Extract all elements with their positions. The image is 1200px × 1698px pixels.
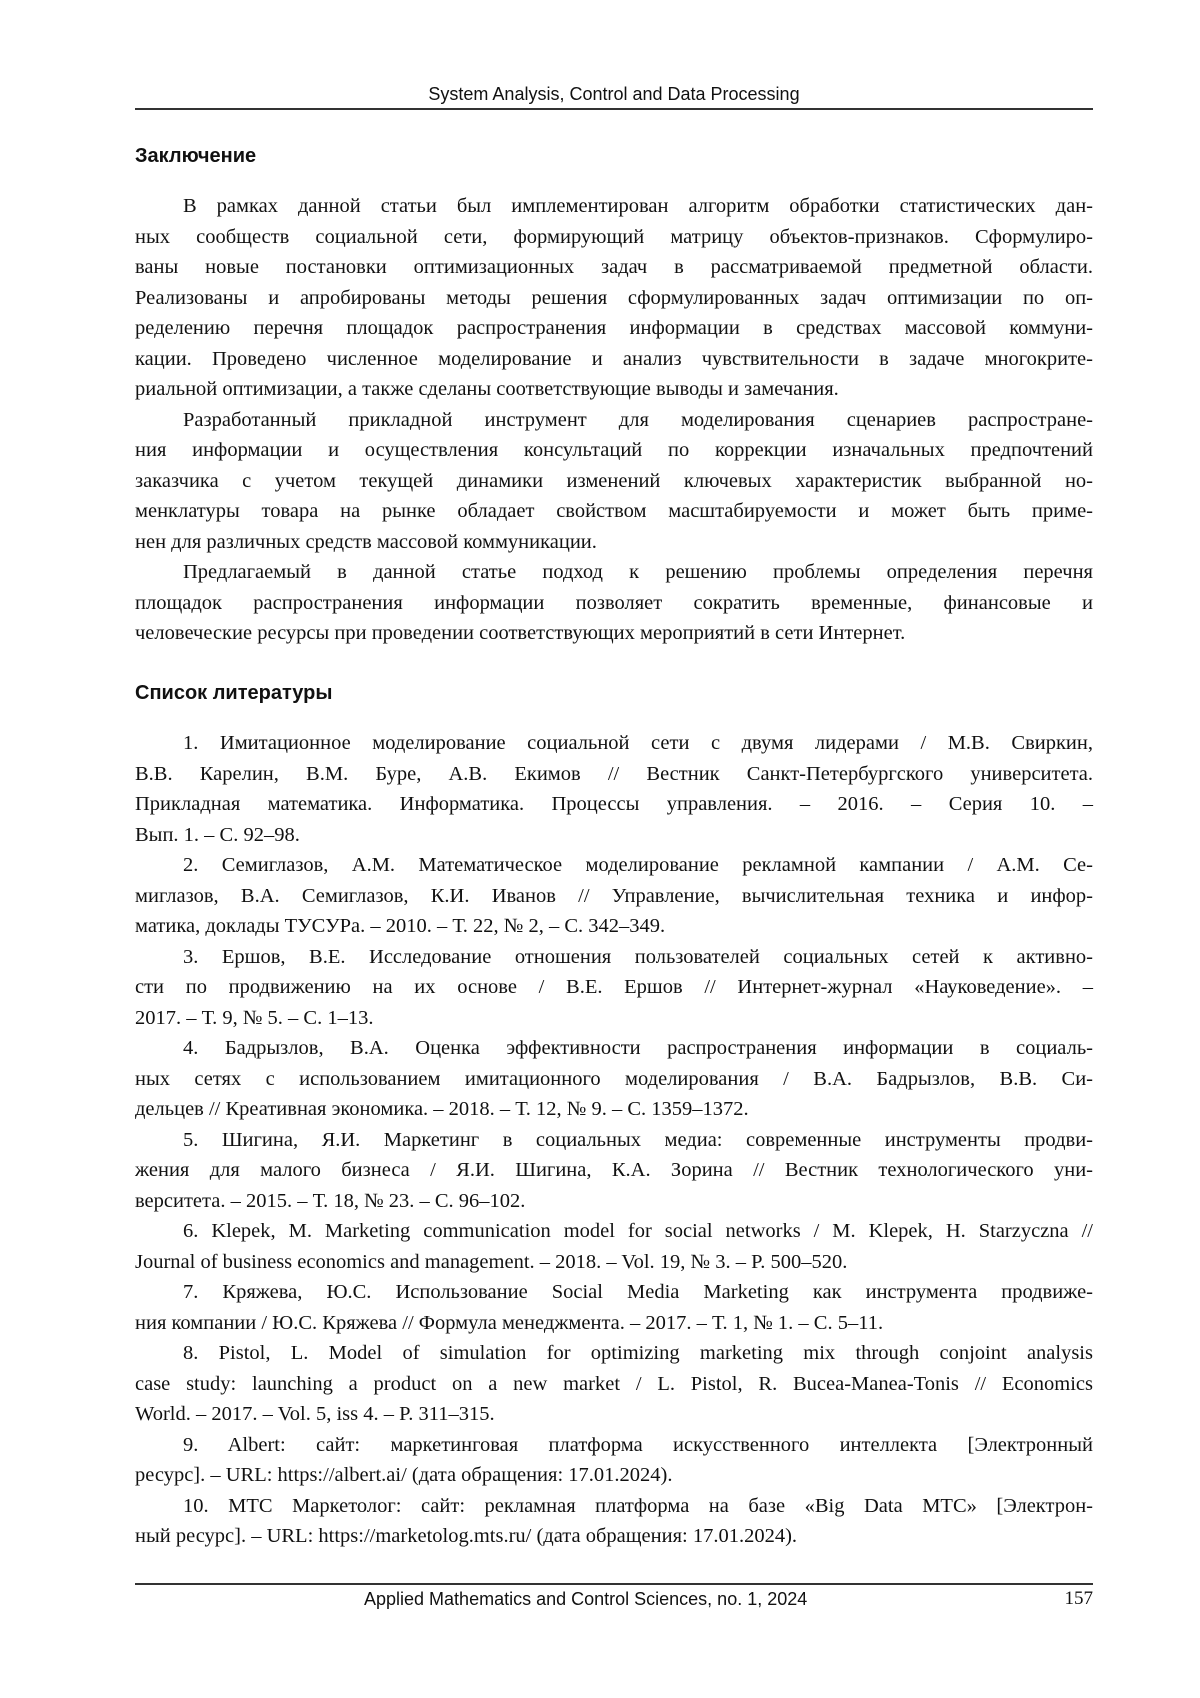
- reference-item: [135, 850, 1093, 942]
- text-line: 10. МТС Маркетолог: сайт: рекламная платформа на базе «Big Data МТС» [Электрон-: [135, 1491, 1093, 1522]
- running-header: System Analysis, Control and Data Processing: [135, 84, 1093, 105]
- text-line: матика, доклады ТУСУРа. – 2010. – Т. 22, № 2, – С. 342–349.: [135, 911, 1093, 942]
- text-line: нен для различных средств массовой коммуникации.: [135, 527, 1093, 558]
- reference-item: [135, 728, 1093, 850]
- text-line: ния компании / Ю.С. Кряжева // Формула менеджмента. – 2017. – Т. 1, № 1. – С. 5–11.: [135, 1308, 1093, 1339]
- text-line: риальной оптимизации, а также сделаны соответствующие выводы и замечания.: [135, 374, 1093, 405]
- text-line: World. – 2017. – Vol. 5, iss 4. – P. 311–315.: [135, 1399, 1093, 1430]
- paragraph: [135, 405, 1093, 558]
- text-line: Вып. 1. – С. 92–98.: [135, 820, 1093, 851]
- text-line: дельцев // Креативная экономика. – 2018. – Т. 12, № 9. – С. 1359–1372.: [135, 1094, 1093, 1125]
- reference-item: [135, 942, 1093, 1034]
- text-line: ваны новые постановки оптимизационных задач в рассматриваемой предметной области.: [135, 252, 1093, 283]
- text-line: заказчика с учетом текущей динамики изменений ключевых характеристик выбранной но-: [135, 466, 1093, 497]
- reference-item: [135, 1216, 1093, 1277]
- text-line: сти по продвижению на их основе / В.Е. Ершов // Интернет-журнал «Науковедение». –: [135, 972, 1093, 1003]
- text-line: жения для малого бизнеса / Я.И. Шигина, К.А. Зорина // Вестник технологического уни-: [135, 1155, 1093, 1186]
- text-line: 6. Klepek, M. Marketing communication model for social networks / M. Klepek, H. Starzyczna //: [135, 1216, 1093, 1247]
- text-line: 4. Бадрызлов, В.А. Оценка эффективности распространения информации в социаль-: [135, 1033, 1093, 1064]
- text-line: В.В. Карелин, В.М. Буре, А.В. Екимов // Вестник Санкт-Петербургского университета.: [135, 759, 1093, 790]
- text-line: Разработанный прикладной инструмент для моделирования сценариев распростране-: [135, 405, 1093, 436]
- section-heading-conclusion: Заключение: [135, 145, 256, 168]
- text-line: 5. Шигина, Я.И. Маркетинг в социальных медиа: современные инструменты продви-: [135, 1125, 1093, 1156]
- text-line: 9. Albert: сайт: маркетинговая платформа искусственного интеллекта [Электронный: [135, 1430, 1093, 1461]
- text-line: ный ресурс]. – URL: https://marketolog.mts.ru/ (дата обращения: 17.01.2024).: [135, 1521, 1093, 1552]
- reference-list: [135, 728, 1093, 1552]
- reference-item: [135, 1338, 1093, 1430]
- text-line: 2017. – Т. 9, № 5. – С. 1–13.: [135, 1003, 1093, 1034]
- text-line: 1. Имитационное моделирование социальной сети с двумя лидерами / М.В. Свиркин,: [135, 728, 1093, 759]
- text-line: В рамках данной статьи был имплементирован алгоритм обработки статистических дан-: [135, 191, 1093, 222]
- text-line: 2. Семиглазов, А.М. Математическое моделирование рекламной кампании / А.М. Се-: [135, 850, 1093, 881]
- footer-rule: [135, 1583, 1093, 1585]
- text-line: ных сообществ социальной сети, формирующий матрицу объектов-признаков. Сформулиро-: [135, 222, 1093, 253]
- text-line: Journal of business economics and management. – 2018. – Vol. 19, № 3. – P. 500–520.: [135, 1247, 1093, 1278]
- reference-item: [135, 1125, 1093, 1217]
- text-line: 8. Pistol, L. Model of simulation for optimizing marketing mix through conjoint analysis: [135, 1338, 1093, 1369]
- text-line: Предлагаемый в данной статье подход к решению проблемы определения перечня: [135, 557, 1093, 588]
- text-line: ресурс]. – URL: https://albert.ai/ (дата обращения: 17.01.2024).: [135, 1460, 1093, 1491]
- text-line: Реализованы и апробированы методы решения сформулированных задач оптимизации по оп-: [135, 283, 1093, 314]
- page-number: 157: [1065, 1588, 1094, 1610]
- paragraph: [135, 557, 1093, 649]
- text-line: площадок распространения информации позволяет сократить временные, финансовые и: [135, 588, 1093, 619]
- text-line: ния информации и осуществления консультаций по коррекции изначальных предпочтений: [135, 435, 1093, 466]
- text-line: верситета. – 2015. – Т. 18, № 23. – С. 96–102.: [135, 1186, 1093, 1217]
- conclusion-body: [135, 191, 1093, 649]
- reference-item: [135, 1491, 1093, 1552]
- header-rule: [135, 108, 1093, 110]
- text-line: человеческие ресурсы при проведении соответствующих мероприятий в сети Интернет.: [135, 618, 1093, 649]
- text-line: Прикладная математика. Информатика. Процессы управления. – 2016. – Серия 10. –: [135, 789, 1093, 820]
- text-line: ных сетях с использованием имитационного моделирования / В.А. Бадрызлов, В.В. Си-: [135, 1064, 1093, 1095]
- text-line: кации. Проведено численное моделирование и анализ чувствительности в задаче многокрите-: [135, 344, 1093, 375]
- paragraph: [135, 191, 1093, 405]
- text-line: менклатуры товара на рынке обладает свойством масштабируемости и может быть приме-: [135, 496, 1093, 527]
- text-line: 7. Кряжева, Ю.С. Использование Social Media Marketing как инструмента продвиже-: [135, 1277, 1093, 1308]
- reference-item: [135, 1277, 1093, 1338]
- reference-item: [135, 1430, 1093, 1491]
- text-line: ределению перечня площадок распространения информации в средствах массовой коммуни-: [135, 313, 1093, 344]
- section-heading-references: Список литературы: [135, 682, 332, 705]
- text-line: 3. Ершов, В.Е. Исследование отношения пользователей социальных сетей к активно-: [135, 942, 1093, 973]
- reference-item: [135, 1033, 1093, 1125]
- text-line: case study: launching a product on a new market / L. Pistol, R. Bucea-Manea-Tonis // Economics: [135, 1369, 1093, 1400]
- text-line: миглазов, В.А. Семиглазов, К.И. Иванов // Управление, вычислительная техника и инфор-: [135, 881, 1093, 912]
- footer-journal: Applied Mathematics and Control Sciences, no. 1, 2024: [364, 1589, 807, 1610]
